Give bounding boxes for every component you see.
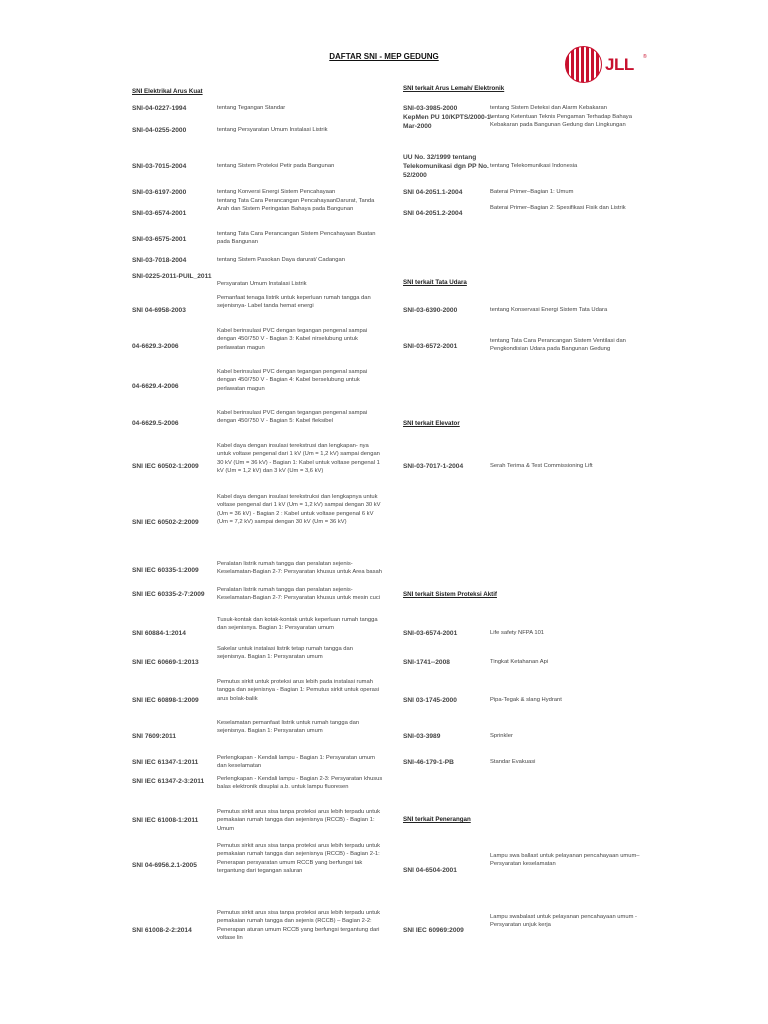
standard-description: Kabel daya dengan insulasi terekstruksi dan lengkapnya untuk voltase pengenal dari 1 kV (Um = 1,2 kV) sampai dengan 30 kV (Um = 36 kV) - Bagian 2 : Kabel untuk voltase pengenal 6 kV (Um = 7,2 kV) sampai dengan 30 kV (Um = 36 kV) [217, 494, 381, 526]
document-title: DAFTAR SNI - MEP GEDUNG [329, 52, 439, 61]
standard-description: Tusuk-kontak dan kotak-kontak untuk keperluan rumah tangga dan sejenisnya. Bagian 1: Persyaratan umum [217, 617, 378, 632]
standard-description: Life safety NFPA 101 [490, 630, 545, 636]
standard-code: SNI IEC 61347-2-3:2011 [132, 778, 205, 785]
standard-description: Kabel daya dengan insulasi terekstrusi dan lengkapan- nya untuk voltase pengenal dari 1 kV (Um = 1,2 kV) sampai dengan 30 kV (Um = 36 kV) - Bagian 1: Kabel untuk voltase pengenal 1 kV (Um = 1,2 kV) dan 3 kV (Um = 3,6 kV) [217, 443, 380, 475]
standard-code: SNI-03-7017-1-2004 [403, 463, 464, 470]
standard-code: SNI-03-6390-2000 [403, 307, 458, 314]
standard-code: SNI-03-6574-2001 [132, 210, 187, 217]
section-header-elevator: SNI terkait Elevator [403, 420, 460, 427]
standard-code: SNI 04-6956.2.1-2005 [132, 862, 197, 869]
standard-description: Sprinkler [490, 733, 513, 739]
standard-description: Keselamatan pemanfaat listrik untuk rumah tangga dan sejenisnya. Bagian 1: Persyaratan umum [217, 720, 360, 735]
standard-code: SNI-03-6574-2001 [403, 630, 458, 637]
standard-description: Lampu swabalast untuk pelayanan pencahayaan umum - Persyaratan unjuk kerja [490, 914, 637, 929]
standard-description: Baterai Primer–Bagian 1: Umum [490, 189, 574, 195]
standard-description: Pipa-Tegak & slang Hydrant [490, 697, 562, 703]
standard-code: 04-6629.4-2006 [132, 383, 179, 390]
standard-description: tentang Tata Cara Perancangan Sistem Pencahayaan Buatan pada Bangunan [217, 231, 376, 246]
standard-code: SNI IEC 60502-1:2009 [132, 463, 199, 470]
registered-mark: ® [643, 54, 647, 60]
standard-code: SNI 03-1745-2000 [403, 697, 457, 704]
standard-code: SNI 60884-1:2014 [132, 630, 186, 637]
standard-description: Baterai Primer–Bagian 2: Spesifikasi Fisik dan Listrik [490, 205, 626, 211]
standard-description: Standar Evakuasi [490, 759, 536, 765]
standard-code: SNI IEC 60669-1:2013 [132, 659, 199, 666]
standard-description: Sakelar untuk instalasi listrik tetap rumah tangga dan sejenisnya. Bagian 1: Persyaratan umum [217, 646, 353, 661]
standard-code: UU No. 32/1999 tentang Telekomunikasi dgn PP No. 52/2000 [403, 154, 489, 179]
standard-code: SNI 61008-2-2:2014 [132, 927, 192, 934]
standard-code: SNI IEC 60502-2:2009 [132, 519, 199, 526]
standard-description: Serah Terima & Test Commissioning Lift [490, 463, 593, 469]
standard-description: Perlengkapan - Kendali lampu - Bagian 2-3: Persyaratan khusus balas elektronik disuplai a.b. untuk lampu fluoresen [217, 776, 383, 791]
standard-code: SNI-0225-2011-PUIL_2011 [132, 273, 212, 280]
section-header-arus-kuat: SNI Elektrikal Arus Kuat [132, 88, 203, 95]
standard-description: Pemutus sirkit untuk proteksi arus lebih pada instalasi rumah tangga dan sejenisnya - Bagian 1: Pemutus sirkit untuk operasi arus bolak-balik [217, 679, 380, 702]
standard-code: SNI IEC 60898-1:2009 [132, 697, 199, 704]
standard-description: Kabel berinsulasi PVC dengan tegangan pengenal sampai dengan 450/750 V - Bagian 5: Kabel fleksibel [217, 410, 368, 425]
standard-code: SNI-46-179-1-PB [403, 759, 454, 766]
standard-code: SNI-03-6575-2001 [132, 236, 187, 243]
standard-description: Pemanfaat tenaga listrik untuk keperluan rumah tangga dan sejenisnya- Label tanda hemat energi [217, 295, 371, 310]
standard-description: Perlengkapan - Kendali lampu - Bagian 1: Persyaratan umum dan keselamatan [217, 755, 375, 770]
standard-description: tentang Sistem Deteksi dan Alarm Kebakaran [490, 105, 607, 111]
standard-description: tentang Konversi Energi Sistem Pencahayaan [217, 189, 336, 195]
section-header-proteksi-aktif: SNI terkait Sistem Proteksi Aktif [403, 591, 497, 598]
jll-logo-text: JLL [605, 55, 634, 74]
standard-code: SNI-03-6572-2001 [403, 343, 458, 350]
standard-code: SNI-04-0227-1994 [132, 105, 187, 112]
standard-description: Peralatan listrik rumah tangga dan peralatan sejenis-Keselamatan-Bagian 2-7: Persyaratan khusus untuk Area basah [217, 561, 382, 576]
standard-code: 04-6629.5-2006 [132, 420, 179, 427]
standard-code: SNI-03-7018-2004 [132, 257, 187, 264]
standard-code: SNI-03-6197-2000 [132, 189, 187, 196]
standard-description: Kabel berinsulasi PVC dengan tegangan pengenal sampai dengan 450/750 V - Bagian 3: Kabel nirselubung untuk perlawatan magun [217, 328, 368, 351]
section-header-arus-lemah: SNI terkait Arus Lemah/ Elektronik [403, 85, 505, 92]
jll-logo [565, 46, 655, 86]
standard-code: SNI IEC 60969:2009 [403, 927, 464, 934]
standard-description: Tingkat Ketahanan Api [490, 659, 549, 665]
standard-code: SNI IEC 61347-1:2011 [132, 759, 199, 766]
standard-code: SNI IEC 61008-1:2011 [132, 817, 199, 824]
standard-description: Pemutus sirkit arus sisa tanpa proteksi arus lebih terpadu untuk pemakaian rumah tangga dan sejenis (RCCB) – Bagian 2-2: Penerapan aturan umum RCCB yang berfungsi tergantung dari voltase lin [217, 910, 381, 942]
standard-description: Pemutus sirkit arus sisa tanpa proteksi arus lebih terpadu untuk pemakaian rumah tangga dan sejenisnya (RCCB) - Bagian 2-1: Penerapan persyaratan umum RCCB yang berfungsi tak tergantung dari tegangan saluran [217, 843, 381, 875]
standard-description: tentang Sistem Proteksi Petir pada Bangunan [217, 163, 335, 169]
standard-description: Pemutus sirkit arus sisa tanpa proteksi arus lebih terpadu untuk pemakaian rumah tangga dan sejenisnya (RCCB) - Bagian 1: Umum [217, 809, 381, 832]
standard-code: SNI 7609:2011 [132, 733, 176, 740]
jll-globe-icon [565, 46, 602, 83]
standard-description: tentang Konservasi Energi Sistem Tata Udara [490, 307, 608, 313]
standard-code: KepMen PU 10/KPTS/2000-1-Mar-2000 [403, 114, 493, 130]
standard-code: 04-6629.3-2006 [132, 343, 179, 350]
standard-code: SNI 04-2051.1-2004 [403, 189, 463, 196]
standard-code: SNI 04-2051.2-2004 [403, 210, 463, 217]
standard-code: SNI-04-0255-2000 [132, 127, 187, 134]
standard-code: SNI 04-6504-2001 [403, 867, 457, 874]
standard-description: tentang Tata Cara Perancangan Sistem Ventilasi dan Pengkondisian Udara pada Bangunan Gedung [490, 338, 626, 353]
standard-code: SNI-1741--2008 [403, 659, 450, 666]
standard-code: SNI IEC 60335-2-7:2009 [132, 591, 205, 598]
standard-description: tentang Tegangan Standar [217, 105, 286, 111]
standard-code: SNI-03-3989 [403, 733, 441, 740]
standard-code: SNI 04-6958-2003 [132, 307, 186, 314]
standard-description: tentang Sistem Pasokan Daya darurat/ Cadangan [217, 257, 345, 263]
standard-description: Lampu swa ballast untuk pelayanan pencahayaan umum–Persyaratan keselamatan [490, 853, 640, 868]
standard-description: tentang Ketentuan Teknis Pengaman Terhadap Bahaya Kebakaran pada Bangunan Gedung dan Lingkungan [490, 114, 632, 129]
standard-code: SNI-03-7015-2004 [132, 163, 187, 170]
standard-description: Persyaratan Umum Instalasi Listrik [217, 281, 307, 287]
standard-description: tentang Telekomunikasi Indonesia [490, 163, 578, 169]
standard-code: SNI-03-3985-2000 [403, 105, 458, 112]
standard-description: tentang Tata Cara Perancangan PencahayaanDarurat, Tanda Arah dan Sistem Peringatan Bahaya pada Bangunan [217, 198, 375, 213]
section-header-penerangan: SNI terkait Penerangan [403, 816, 471, 823]
standard-description: Kabel berinsulasi PVC dengan tegangan pengenal sampai dengan 450/750 V - Bagian 4: Kabel berselubung untuk perlawatan magun [217, 369, 368, 392]
section-header-tata-udara: SNI terkait Tata Udara [403, 279, 467, 286]
standard-description: Peralatan listrik rumah tangga dan peralatan sejenis-Keselamatan-Bagian 2-7: Persyaratan khusus untuk mesin cuci [217, 587, 381, 602]
standard-description: tentang Persyaratan Umum Instalasi Listrik [217, 127, 328, 133]
standard-code: SNI IEC 60335-1:2009 [132, 567, 199, 574]
